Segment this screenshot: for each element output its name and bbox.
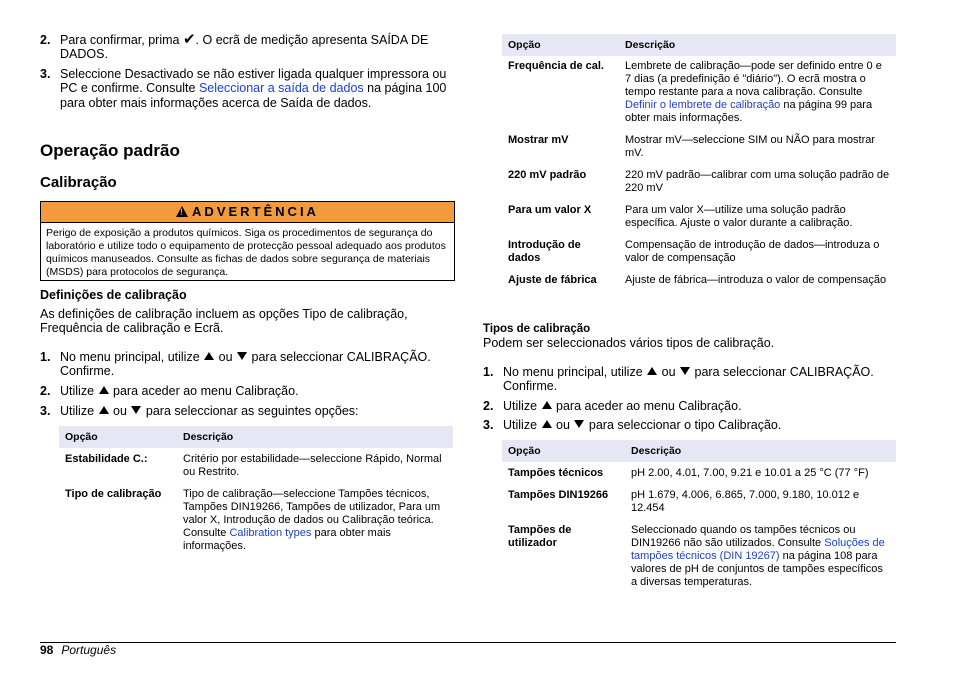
step-text: Utilize [503,418,538,432]
option-cell: Tampões de utilizador [508,524,572,549]
step-text: ou [556,418,570,432]
step-text: para seleccionar as seguintes opções: [145,404,359,418]
step-text: para seleccionar o tipo Calibração. [588,418,782,432]
heading-calibration-settings: Definições de calibração [40,288,187,302]
option-cell: Estabilidade C.: [65,453,148,465]
table-row [502,169,896,204]
description-text: Tipo de calibração—seleccione Tampões técnicos, Tampões DIN19266, Tampões de utilizador, Para um valor X, Introdução de dados ou Calibração teórica. Consulte [183,488,441,539]
footer-divider [40,642,896,643]
types-step-3 [483,418,913,432]
table-header-row [59,426,453,448]
heading-calibration: Calibração [40,174,117,191]
table-row [502,489,896,524]
description-text: para obter mais informações. [183,527,391,552]
down-arrow-icon [574,420,584,428]
table-row [502,274,896,287]
step-text: para seleccionar CALIBRAÇÃO. Confirme. [60,350,431,379]
step-text: para aceder ao menu Calibração. [556,399,742,413]
footer-language: Português [61,643,117,657]
settings-step-2 [40,384,472,398]
step-text: No menu principal, utilize [60,350,200,364]
column-header-option: Opção [502,440,625,462]
column-header-description: Descrição [625,440,896,462]
description-cell: Compensação de introdução de dados—introduza o valor de compensação [625,239,880,264]
settings-step-1 [40,350,472,379]
link-set-calibration-reminder[interactable]: Definir o lembrete de calibração [625,99,781,111]
table-row [59,448,453,488]
link-technical-buffer-solutions[interactable]: Soluções de tampões técnicos (DIN 19267) [631,537,885,562]
warning-title: ADVERTÊNCIA [192,204,319,219]
up-arrow-icon [542,420,552,428]
step-text: na página 100 para obter mais informações acerca de Saída de dados. [60,81,447,110]
description-cell: pH 1.679, 4.006, 6.865, 7.000, 9.180, 10.012 e 12.454 [631,489,860,514]
step-text: ou [661,365,676,379]
option-cell: Ajuste de fábrica [508,274,597,286]
step-number: 3. [483,418,494,432]
step-text: Seleccione Desactivado se não estiver ligada qualquer impressora ou PC e confirme. Consulte [60,67,447,96]
column-header-description: Descrição [619,34,896,56]
step-number: 3. [40,404,51,418]
description-cell: Para um valor X—utilize uma solução padrão específica. Ajuste o valor durante a calibração. [625,204,853,229]
up-arrow-icon [204,352,214,360]
step-number: 1. [40,350,51,364]
down-arrow-icon [680,367,690,375]
settings-options-table [59,426,453,553]
down-arrow-icon [131,406,141,414]
option-cell: Frequência de cal. [508,60,604,72]
step-number: 1. [483,365,494,379]
step-text: No menu principal, utilize [503,365,643,379]
description-text: na página 108 para valores de pH de conjuntos de tampões específicos a diversas temperaturas. [631,550,883,588]
description-text: Seleccionado quando os tampões técnicos ou DIN19266 não são utilizados. Consulte [631,524,856,549]
up-arrow-icon [542,401,552,409]
table-row [502,462,896,489]
step-number: 2. [40,384,51,398]
step-text: Utilize [503,399,538,413]
description-cell [177,488,453,553]
option-cell: Tampões DIN19266 [508,489,609,501]
calibration-types-table [502,440,896,589]
description-text: na página 99 para obter mais informações. [625,99,873,124]
option-cell: Tipo de calibração [65,488,162,500]
table-row [502,134,896,169]
page-number: 98 [40,643,54,657]
table-row [502,204,896,239]
option-cell: Mostrar mV [508,134,569,146]
column-header-option: Opção [59,426,177,448]
option-cell: Para um valor X [508,204,592,216]
types-step-2 [483,399,913,413]
description-cell [625,524,896,589]
step-2-output [40,33,476,62]
option-cell: Tampões técnicos [508,467,604,479]
up-arrow-icon [99,386,109,394]
step-text: para aceder ao menu Calibração. [113,384,299,398]
step-text: ou [218,350,233,364]
step-text: . O ecrã de medição apresenta SAÍDA DE DADOS. [60,33,429,62]
description-cell: pH 2.00, 4.01, 7.00, 9.21 e 10.01 a 25 °C (77 °F) [631,467,869,479]
step-text: Para confirmar, prima [60,33,180,47]
option-cell: 220 mV padrão [508,169,587,181]
description-text: Lembrete de calibração—pode ser definido entre 0 e 7 dias (a predefinição é "diário"). O ecrã mostra o tempo restante para a nova calibração. Consulte [625,60,882,98]
column-header-description: Descrição [177,426,453,448]
table-row [59,488,453,553]
description-cell: 220 mV padrão—calibrar com uma solução padrão de 220 mV [625,169,890,194]
page-footer [40,643,116,657]
settings-intro: As definições de calibração incluem as opções Tipo de calibração, Frequência de calibração e Ecrã. [40,307,408,336]
description-cell: Ajuste de fábrica—introduza o valor de compensação [625,274,887,286]
description-cell: Critério por estabilidade—seleccione Rápido, Normal ou Restrito. [183,453,442,478]
up-arrow-icon [647,367,657,375]
step-number: 2. [40,33,51,47]
table-row [502,56,896,134]
option-cell: Introdução de dados [508,239,581,264]
table-header-row [502,440,896,462]
link-select-data-output[interactable]: Seleccionar a saída de dados [198,81,364,96]
link-calibration-types[interactable]: Calibration types [229,527,312,539]
checkmark-icon: ✔ [182,31,196,48]
warning-text: Perigo de exposição a produtos químicos. Siga os procedimentos de segurança do laboratório e utilize todo o equipamento de protecção pessoal adequado aos produtos químicos manuseados. Consulte as fichas de dados sobre segurança de materiais (MSDS) para protocolos de segurança. [46,227,446,278]
step-text: para seleccionar CALIBRAÇÃO. Confirme. [503,365,874,394]
types-step-1 [483,365,913,394]
description-cell [619,56,896,134]
column-header-option: Opção [502,34,619,56]
warning-box [40,201,455,281]
heading-standard-operation: Operação padrão [40,141,180,160]
table-row [502,524,896,589]
frequency-options-table [502,34,896,287]
settings-step-3 [40,404,472,418]
types-intro: Podem ser seleccionados vários tipos de calibração. [483,336,775,350]
description-cell: Mostrar mV—seleccione SIM ou NÃO para mostrar mV. [625,134,876,159]
step-text: Utilize [60,404,95,418]
warning-triangle-icon [176,206,188,217]
table-row [502,239,896,274]
step-number: 2. [483,399,494,413]
step-number: 3. [40,67,51,81]
step-3-output [40,67,460,110]
step-text: ou [113,404,127,418]
heading-calibration-types: Tipos de calibração [483,323,591,335]
step-text: Utilize [60,384,95,398]
table-header-row [502,34,896,56]
up-arrow-icon [99,406,109,414]
warning-header [41,202,454,223]
down-arrow-icon [237,352,247,360]
